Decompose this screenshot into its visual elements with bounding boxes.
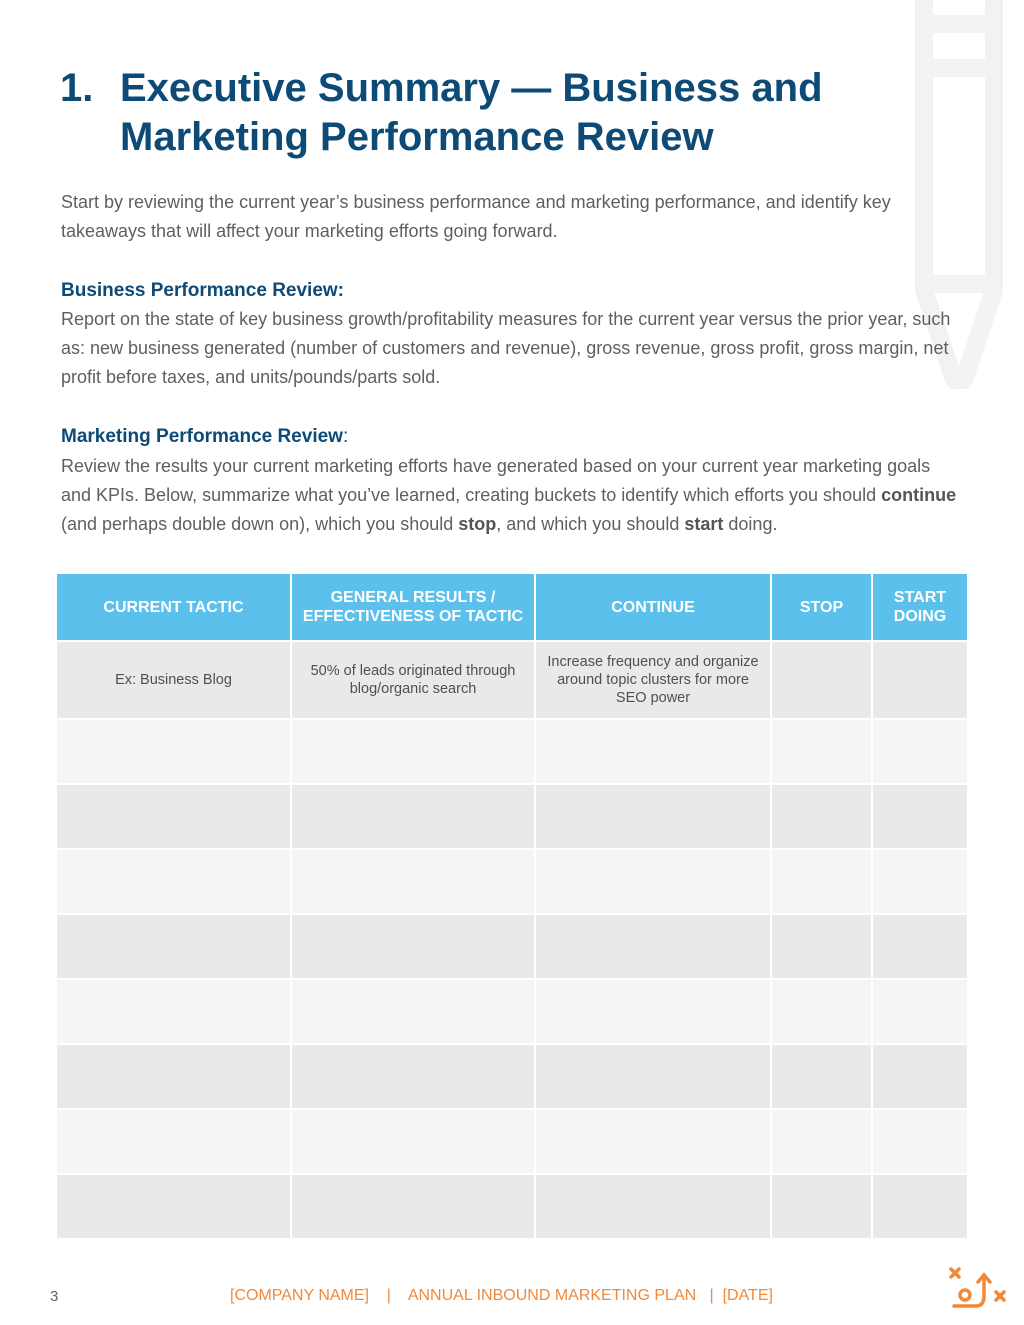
header-stop: STOP	[771, 574, 872, 641]
table-row-example	[57, 641, 967, 719]
title-line-2: Marketing Performance Review	[120, 115, 714, 159]
example-continue-cell[interactable]: Increase frequency and organize around topic clusters for more SEO power	[535, 641, 771, 719]
stop-cell[interactable]	[771, 1109, 872, 1174]
marketing-body-part-1: Review the results your current marketing efforts have generated based on your current year marketing goals and KPIs. Below, summarize what you’ve learned, creating buckets to identify which efforts you should	[61, 456, 931, 505]
continue-cell[interactable]	[535, 979, 771, 1044]
header-general-results-line-2: EFFECTIVENESS OF TACTIC	[302, 608, 524, 625]
intro-paragraph: Start by reviewing the current year’s business performance and marketing performance, and identify key takeaways that will affect your marketing efforts going forward.	[61, 192, 891, 241]
stop-cell[interactable]	[771, 1044, 872, 1109]
start-cell[interactable]	[872, 1109, 967, 1174]
marketing-review-heading	[61, 422, 348, 451]
stop-cell[interactable]	[771, 1174, 872, 1239]
results-cell[interactable]	[291, 914, 535, 979]
start-cell[interactable]	[872, 719, 967, 784]
footer-plan-title: ANNUAL INBOUND MARKETING PLAN	[407, 1287, 697, 1304]
results-cell[interactable]	[291, 1109, 535, 1174]
table-row	[57, 849, 967, 914]
continue-cell[interactable]	[535, 914, 771, 979]
table-row	[57, 1174, 967, 1239]
table-row	[57, 914, 967, 979]
results-cell[interactable]	[291, 1044, 535, 1109]
footer-company: [COMPANY NAME]	[230, 1287, 369, 1304]
business-review-heading: Business Performance Review:	[61, 280, 345, 301]
continue-keyword: continue	[881, 485, 957, 505]
header-general-results-line-1: GENERAL RESULTS /	[330, 589, 496, 606]
marketing-body-part-3: , and which you should	[496, 514, 685, 534]
continue-cell[interactable]	[535, 1174, 771, 1239]
section-number: 1.	[60, 66, 94, 110]
continue-cell[interactable]	[535, 719, 771, 784]
start-cell[interactable]	[872, 1044, 967, 1109]
page-footer	[230, 1287, 773, 1305]
stop-cell[interactable]	[771, 914, 872, 979]
header-start-doing	[872, 574, 967, 641]
header-current-tactic: CURRENT TACTIC	[57, 574, 291, 641]
table-header-row	[57, 574, 967, 641]
example-tactic-cell[interactable]: Ex: Business Blog	[57, 641, 291, 719]
footer-separator: |	[386, 1287, 391, 1304]
continue-cell[interactable]	[535, 849, 771, 914]
section-title-text	[120, 64, 823, 162]
title-line-1: Executive Summary — Business and	[120, 66, 823, 110]
tactic-cell[interactable]	[57, 1109, 291, 1174]
page-number: 3	[50, 1288, 59, 1305]
table-row	[57, 1044, 967, 1109]
business-review-body: Report on the state of key business growth/profitability measures for the current year versus the prior year, such as: new business generated (number of customers and revenue), gross revenue, gross profit, gross margin, net profit before taxes, and units/pounds/parts sold.	[61, 309, 951, 387]
table-row	[57, 784, 967, 849]
continue-cell[interactable]	[535, 1044, 771, 1109]
results-cell[interactable]	[291, 1174, 535, 1239]
table-row	[57, 719, 967, 784]
footer-date: [DATE]	[722, 1287, 773, 1304]
table-row	[57, 979, 967, 1044]
tactic-cell[interactable]	[57, 719, 291, 784]
header-general-results	[291, 574, 535, 641]
tactic-cell[interactable]	[57, 979, 291, 1044]
tactic-cell[interactable]	[57, 784, 291, 849]
tactic-cell[interactable]	[57, 1044, 291, 1109]
start-cell[interactable]	[872, 979, 967, 1044]
header-start-line-1: START	[893, 589, 947, 606]
example-results-cell[interactable]: 50% of leads originated through blog/organic search	[291, 641, 535, 719]
results-cell[interactable]	[291, 719, 535, 784]
continue-cell[interactable]	[535, 784, 771, 849]
stop-cell[interactable]	[771, 979, 872, 1044]
stop-keyword: stop	[458, 514, 497, 534]
results-cell[interactable]	[291, 784, 535, 849]
table-row	[57, 1109, 967, 1174]
header-start-line-2: DOING	[893, 608, 947, 625]
start-keyword: start	[684, 514, 724, 534]
start-cell[interactable]	[872, 1174, 967, 1239]
start-cell[interactable]	[872, 914, 967, 979]
marketing-body-part-4: doing.	[723, 514, 778, 534]
tactic-cell[interactable]	[57, 849, 291, 914]
tactic-cell[interactable]	[57, 914, 291, 979]
start-cell[interactable]	[872, 849, 967, 914]
marketing-review-body	[61, 452, 961, 539]
header-continue: CONTINUE	[535, 574, 771, 641]
marketing-play-logo-icon	[946, 1264, 1008, 1310]
stop-cell[interactable]	[771, 784, 872, 849]
example-start-cell[interactable]	[872, 641, 967, 719]
footer-separator: |	[709, 1287, 714, 1304]
marketing-review-heading-text: Marketing Performance Review	[61, 426, 343, 447]
tactics-table	[57, 574, 967, 1240]
stop-cell[interactable]	[771, 849, 872, 914]
continue-cell[interactable]	[535, 1109, 771, 1174]
start-cell[interactable]	[872, 784, 967, 849]
tactic-cell[interactable]	[57, 1174, 291, 1239]
stop-cell[interactable]	[771, 719, 872, 784]
example-stop-cell[interactable]	[771, 641, 872, 719]
results-cell[interactable]	[291, 849, 535, 914]
marketing-review-heading-colon: :	[342, 426, 349, 447]
results-cell[interactable]	[291, 979, 535, 1044]
page-title	[60, 64, 860, 162]
marketing-body-part-2: (and perhaps double down on), which you should	[61, 514, 459, 534]
